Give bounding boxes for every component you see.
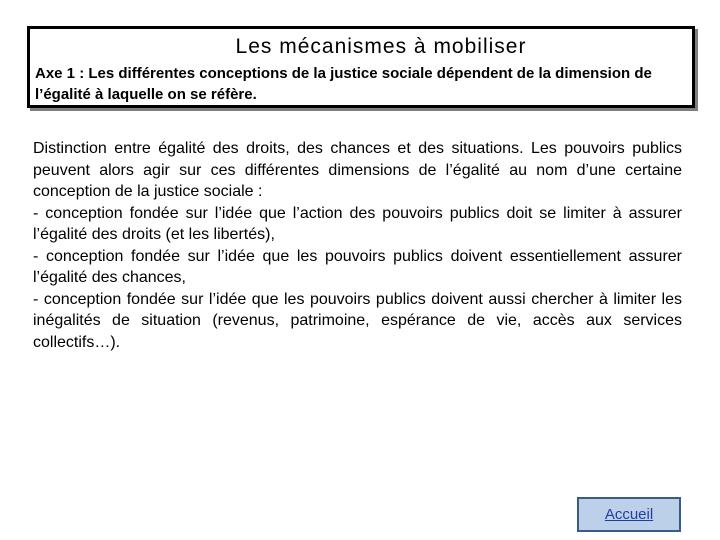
content-body xyxy=(33,138,682,353)
content-item-opportunities: - conception fondée sur l’idée que les pouvoirs publics doivent essentiellement assurer l’égalité des chances, xyxy=(33,247,682,286)
page-title: Les mécanismes à mobiliser xyxy=(235,35,527,58)
content-paragraph-intro: Distinction entre égalité des droits, des chances et des situations. Les pouvoirs publics peuvent alors agir sur ces différentes dimensions de l’égalité au nom d’une certaine conception de la justice sociale : xyxy=(33,140,682,200)
home-button[interactable] xyxy=(577,497,681,532)
content-item-rights: - conception fondée sur l’idée que l’action des pouvoirs publics doit se limiter à assurer l’égalité des droits (et les libertés), xyxy=(33,204,682,243)
home-link[interactable]: Accueil xyxy=(604,506,654,523)
header-box xyxy=(27,26,695,108)
page-subtitle: Axe 1 : Les différentes conceptions de la justice sociale dépendent de la dimension de l’égalité à laquelle on se réfère. xyxy=(35,65,652,103)
content-item-situations: - conception fondée sur l’idée que les pouvoirs publics doivent aussi chercher à limiter les inégalités de situation (revenus, patrimoine, espérance de vie, accès aux services collectifs…). xyxy=(33,290,682,351)
